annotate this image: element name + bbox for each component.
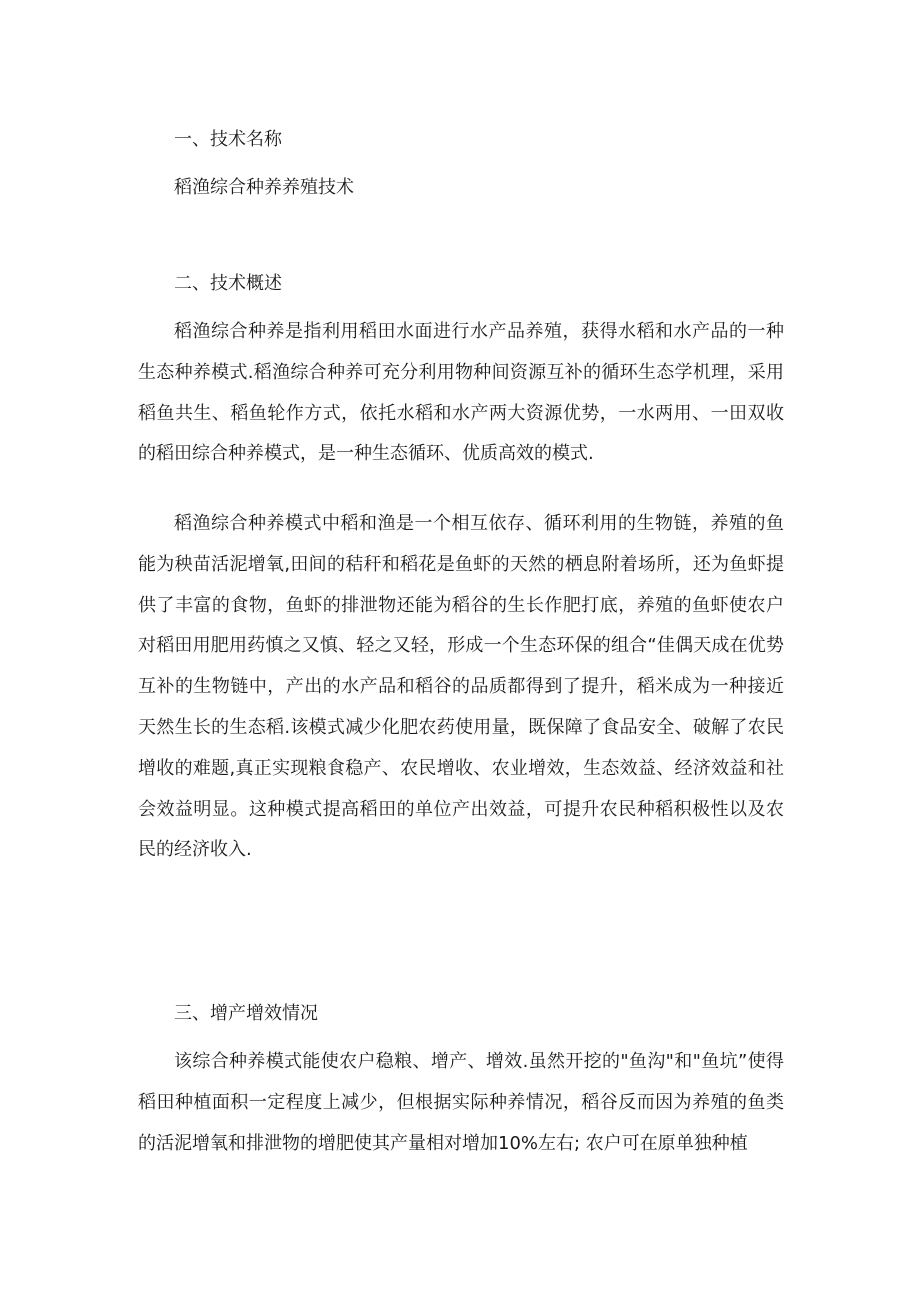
section-heading-technology-name: 一、技术名称 (174, 129, 282, 150)
section-heading-technology-overview: 二、技术概述 (174, 273, 282, 294)
yield-paragraph-1: 该综合种养模式能使农户稳粮、增产、增效.虽然开挖的"鱼沟"和"鱼坑”使得稻田种植面积一定程度上减少，但根据实际种养情况，稻谷反而因为养殖的鱼类的活泥增氧和排泄物的增肥使其产量相对增加10%左右; 农户可在原单独种植 (138, 1051, 784, 1154)
overview-paragraph-2: 稻渔综合种养模式中稻和渔是一个相互依存、循环利用的生物链，养殖的鱼能为秧苗活泥增氧,田间的秸秆和稻花是鱼虾的天然的栖息附着场所，还为鱼虾提供了丰富的食物，鱼虾的排泄物还能为稻谷的生长作肥打底，养殖的鱼虾使农户对稻田用肥用药慎之又慎、轻之又轻，形成一个生态环保的组合“佳偶天成在优势互补的生物链中，产出的水产品和稻谷的品质都得到了提升，稻米成为一种接近天然生长的生态稻.该模式减少化肥农药使用量，既保障了食品安全、破解了农民增收的难题,真正实现粮食稳产、农民增收、农业增效，生态效益、经济效益和社会效益明显。这种模式提高稻田的单位产出效益，可提升农民种稻积极性以及农民的经济收入. (138, 513, 784, 861)
overview-paragraph-1: 稻渔综合种养是指利用稻田水面进行水产品养殖，获得水稻和水产品的一种生态种养模式.稻渔综合种养可充分利用物种间资源互补的循环生态学机理，采用稻鱼共生、稻鱼轮作方式，依托水稻和水产两大资源优势，一水两用、一田双收的稻田综合种养模式，是一种生态循环、优质高效的模式. (138, 321, 784, 465)
technology-name-text: 稻渔综合种养养殖技术 (174, 177, 354, 198)
section-heading-yield-increase: 三、增产增效情况 (174, 1003, 318, 1024)
